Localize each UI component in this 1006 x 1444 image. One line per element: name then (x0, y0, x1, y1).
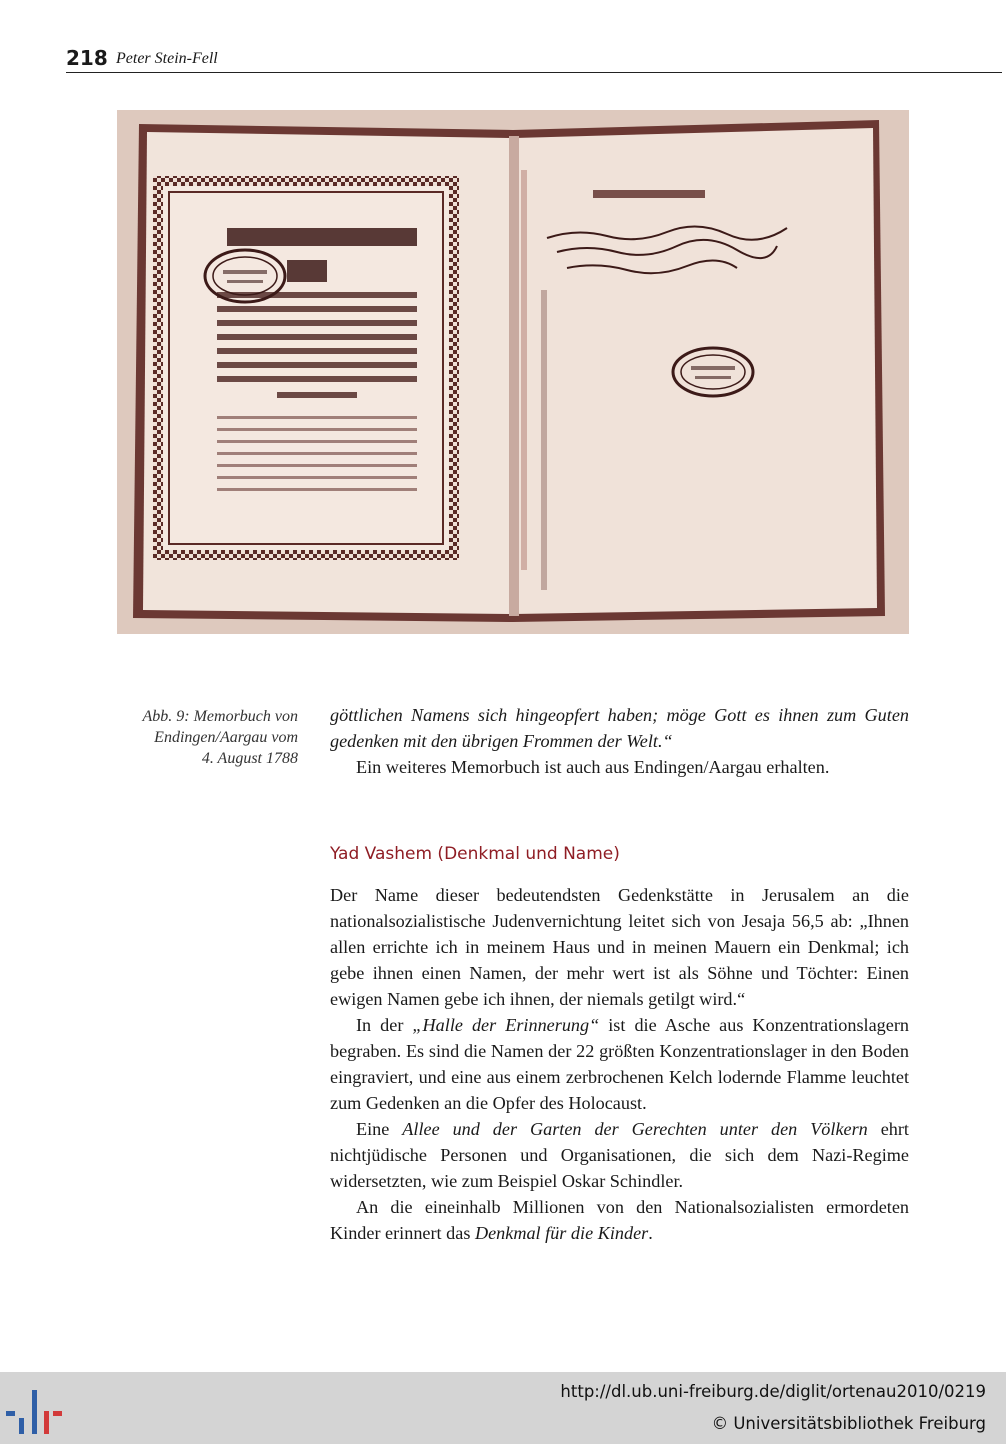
page-number: 218 (66, 46, 108, 70)
footer-copyright: © Universitätsbibliothek Freiburg (711, 1414, 986, 1433)
paragraph (330, 1116, 909, 1194)
paragraph: Der Name dieser bedeutendsten Gedenkstätte in Jerusalem an die nationalsozialistische Judenvernichtung leitet sich von Jesaja 56,5 ab: „Ihnen allen errichte ich in meinem Haus und in meinen Mauern ein Denkmal; ich gebe ihnen einen Namen, der mehr wert ist als Söhne und Töchter: Einen ewigen Namen gebe ich ihnen, der niemals getilgt wird.“ (330, 885, 909, 1009)
running-head (66, 46, 1002, 73)
text-run: ist die Asche aus Konzentrationslagern begraben. Es sind die Namen der 22 größten Konzentrationslager in den Boden eingraviert, und eine aus einem zerbrochenen Kelch lodernde Flamme leuchtet zum Gedenken an die Opfer des Holocaust. (330, 1015, 909, 1113)
footer-url[interactable]: http://dl.ub.uni-freiburg.de/diglit/ortenau2010/0219 (560, 1382, 986, 1401)
italic-term: „Halle der Erinnerung“ (412, 1015, 600, 1035)
caption-line: Endingen/Aargau vom (154, 729, 298, 746)
text-run: An die eineinhalb Millionen von den Nationalsozialisten ermordeten Kinder erinnert das (330, 1197, 909, 1243)
section-body (330, 882, 909, 1246)
text-run: Eine (356, 1119, 403, 1139)
paragraph (330, 1194, 909, 1246)
running-title: Peter Stein-Fell (116, 50, 218, 67)
quote-continuation: göttlichen Namens sich hingeopfert haben; möge Gott es ihnen zum Guten gedenken mit den übrigen Frommen der Welt.“ (330, 705, 909, 751)
paragraph: Ein weiteres Memorbuch ist auch aus Endingen/Aargau erhalten. (356, 757, 830, 777)
memorbuch-photo (117, 110, 909, 634)
text-run: In der (356, 1015, 413, 1035)
italic-term: Allee und der Garten der Gerechten unter den Völkern (402, 1119, 868, 1139)
caption-line: Abb. 9: Memorbuch von (142, 708, 298, 725)
text-run: ehrt nichtjüdische Personen und Organisationen, die sich dem Nazi-Regime widersetzten, wie zum Beispiel Oskar Schindler. (330, 1119, 909, 1191)
figure-caption (100, 706, 298, 769)
section-heading: Yad Vashem (Denkmal und Name) (330, 844, 620, 864)
body-text-top (330, 702, 909, 780)
caption-line: 4. August 1788 (201, 750, 298, 767)
text-run: . (648, 1223, 653, 1243)
footer-bar (0, 1372, 1006, 1444)
italic-term: Denkmal für die Kinder (474, 1223, 649, 1243)
paragraph (330, 1012, 909, 1116)
ub-freiburg-logo-icon (6, 1382, 62, 1438)
